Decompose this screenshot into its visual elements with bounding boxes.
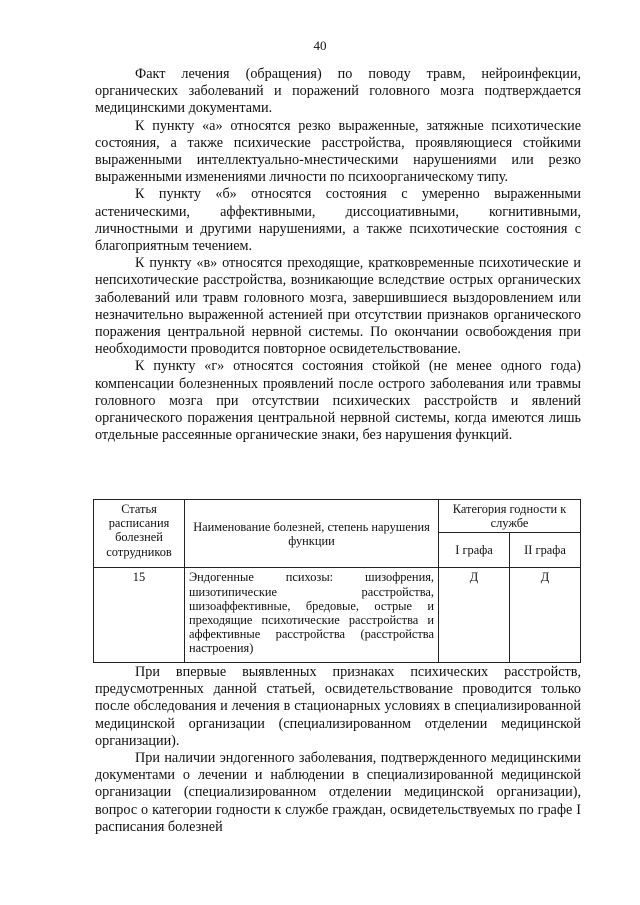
header-graph-2: II графа <box>510 533 581 568</box>
text-block-bottom <box>95 664 581 836</box>
cell-graph-2: Д <box>510 568 581 663</box>
paragraph: К пункту «г» относятся состояния стойкой (не менее одного года) компенсации болезненных проявлений после острого заболевания или травмы головного мозга при отсутствии психических расстройств и явлений органического поражения центральной нервной системы, когда имеются лишь отдельные рассеянные органические знаки, без нарушения функций. <box>95 358 581 444</box>
cell-graph-1: Д <box>439 568 510 663</box>
header-article: Статья расписания болезней сотрудников <box>94 500 185 568</box>
paragraph: К пункту «б» относятся состояния с умеренно выраженными астеническими, аффективными, диссоциативными, когнитивными, личностными и другими нарушениями, а также психотические состояния с благоприятным течением. <box>95 186 581 255</box>
cell-description: Эндогенные психозы: шизофрения, шизотипические расстройства, шизоаффективные, бредовые, острые и преходящие психотические расстройства и аффективные расстройства (расстройства настроения) <box>185 568 439 663</box>
paragraph: К пункту «а» относятся резко выраженные, затяжные психотические состояния, а также психические расстройства, проявляющиеся стойкими выраженными интеллектуально-мнестическими нарушениями или резко выраженными изменениями личности по психоорганическому типу. <box>95 117 581 186</box>
header-graph-1: I графа <box>439 533 510 568</box>
paragraph: Факт лечения (обращения) по поводу травм, нейроинфекции, органических заболеваний и поражений головного мозга подтверждается медицинскими документами. <box>95 66 581 117</box>
paragraph: При наличии эндогенного заболевания, подтвержденного медицинскими документами о лечении и наблюдении в специализированной медицинской организации (специализированном отделении медицинской организации), вопрос о категории годности к службе граждан, освидетельствуемых по графе I расписания болезней <box>95 750 581 835</box>
table-row <box>94 568 581 663</box>
header-category: Категория годности к службе <box>439 500 581 533</box>
disease-category-table <box>93 499 581 663</box>
header-disease-name: Наименование болезней, степень нарушения функции <box>185 500 439 568</box>
paragraph: При впервые выявленных признаках психических расстройств, предусмотренных данной статьей, освидетельствование проводится только после обследования и лечения в стационарных условиях в специализированной медицинской организации (специализированном отделении медицинской организации). <box>95 664 581 749</box>
paragraph: К пункту «в» относятся преходящие, кратковременные психотические и непсихотические расстройства, возникающие вследствие острых органических заболеваний или травм головного мозга, завершившиеся выздоровлением или незначительно выраженной астенией при отсутствии признаков органического поражения центральной нервной системы. По окончании освобождения при необходимости проводится повторное освидетельствование. <box>95 255 581 358</box>
table-header-row <box>94 500 581 533</box>
page-number: 40 <box>313 38 327 53</box>
text-block-top <box>95 66 581 444</box>
cell-article: 15 <box>94 568 185 663</box>
